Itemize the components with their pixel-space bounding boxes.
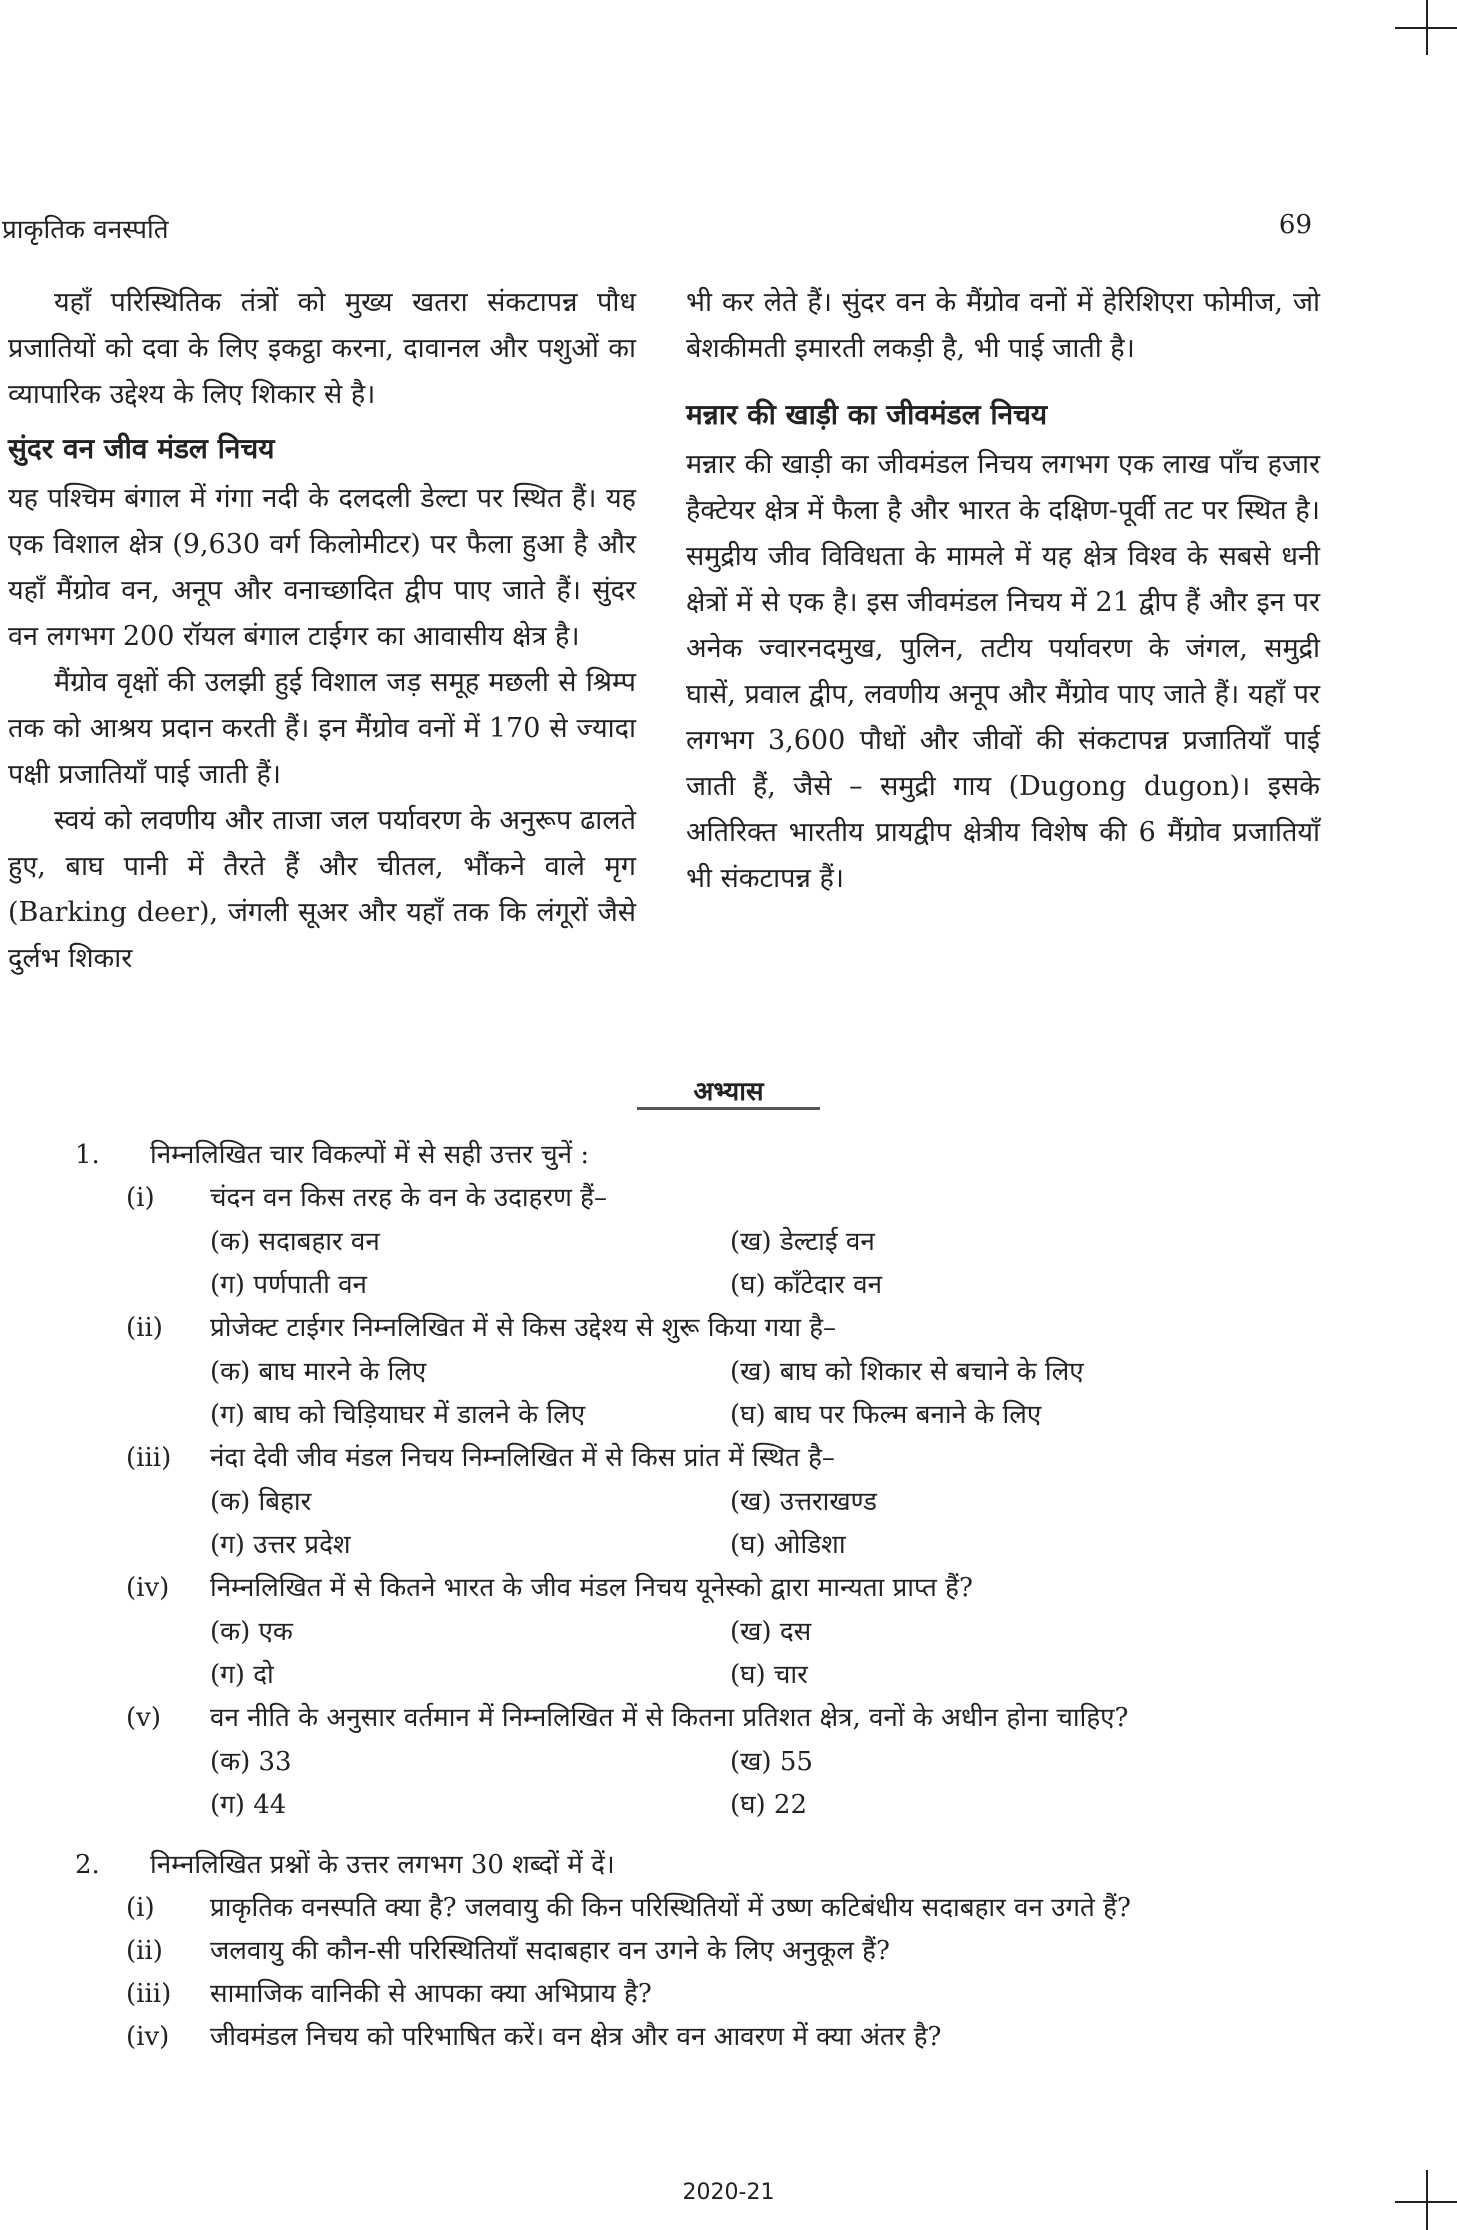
q2-sub-ii-number: (ii) (126, 1936, 163, 1966)
q2-sub-iii-text: सामाजिक वानिकी से आपका क्या अभिप्राय है? (210, 1979, 652, 2009)
question-2-text: निम्नलिखित प्रश्नों के उत्तर लगभग 30 शब्दों में दें। (150, 1850, 615, 1880)
option: (ग) 44 (210, 1790, 287, 1820)
q2-sub-iv-text: जीवमंडल निचय को परिभाषित करें। वन क्षेत्र और वन आवरण में क्या अंतर है? (210, 2022, 942, 2052)
q1-sub-i-text: चंदन वन किस तरह के वन के उदाहरण हैं– (210, 1183, 607, 1213)
exercise-title: अभ्यास (0, 1072, 1457, 1108)
left-paragraph-1: यहाँ परिस्थितिक तंत्रों को मुख्य खतरा संकटापन्न पौध प्रजातियों को दवा के लिए इकट्ठा करना, दावानल और पशुओं का व्यापारिक उद्देश्य के लिए शिकार से है। (8, 287, 636, 410)
sundarban-heading: सुंदर वन जीव मंडल निचय (8, 432, 275, 465)
q2-sub-iii-number: (iii) (126, 1979, 172, 2009)
q1-sub-v-number: (v) (126, 1703, 161, 1733)
q2-sub-i-number: (i) (126, 1893, 155, 1923)
option: (ख) डेल्टाई वन (730, 1227, 875, 1257)
page-number: 69 (1278, 210, 1312, 240)
mannar-heading: मन्नार की खाड़ी का जीवमंडल निचय (686, 398, 1048, 431)
q1-sub-iv-number: (iv) (126, 1573, 170, 1603)
option: (ख) दस (730, 1617, 812, 1647)
left-paragraph-3: मैंग्रोव वृक्षों की उलझी हुई विशाल जड़ समूह मछली से श्रिम्प तक को आश्रय प्रदान करती हैं। इन मैंग्रोव वनों में 170 से ज्यादा पक्षी प्रजातियाँ पाई जाती हैं। (8, 667, 636, 790)
q2-sub-ii-text: जलवायु की कौन-सी परिस्थितियाँ सदाबहार वन उगने के लिए अनुकूल हैं? (210, 1936, 890, 1966)
question-1-text: निम्नलिखित चार विकल्पों में से सही उत्तर चुनें : (150, 1140, 590, 1170)
left-column (8, 280, 636, 982)
option: (क) 33 (210, 1747, 292, 1777)
option: (ग) उत्तर प्रदेश (210, 1530, 351, 1560)
right-column (686, 280, 1320, 902)
chapter-title: प्राकृतिक वनस्पति (2, 215, 169, 245)
left-paragraph-2: यह पश्चिम बंगाल में गंगा नदी के दलदली डेल्टा पर स्थित हैं। यह एक विशाल क्षेत्र (9,630 वर्ग किलोमीटर) पर फैला हुआ है और यहाँ मैंग्रोव वन, अनूप और वनाच्छादित द्वीप पाए जाते हैं। सुंदर वन लगभग 200 रॉयल बंगाल टाईगर का आवासीय क्षेत्र है। (8, 483, 636, 652)
question-1-number: 1. (75, 1140, 100, 1170)
option: (क) बाघ मारने के लिए (210, 1357, 427, 1387)
q1-sub-v-text: वन नीति के अनुसार वर्तमान में निम्नलिखित में से कितना प्रतिशत क्षेत्र, वनों के अधीन होना चाहिए? (210, 1703, 1129, 1733)
option: (घ) 22 (730, 1790, 808, 1820)
q1-sub-iii-text: नंदा देवी जीव मंडल निचय निम्नलिखित में से किस प्रांत में स्थित है– (210, 1443, 835, 1473)
right-paragraph-2: मन्नार की खाड़ी का जीवमंडल निचय लगभग एक लाख पाँच हजार हैक्टेयर क्षेत्र में फैला है और भारत के दक्षिण-पूर्वी तट पर स्थित है। समुद्रीय जीव विविधता के मामले में यह क्षेत्र विश्व के सबसे धनी क्षेत्रों में से एक है। इस जीवमंडल निचय में 21 द्वीप हैं और इन पर अनेक ज्वारनदमुख, पुलिन, तटीय पर्यावरण के जंगल, समुद्री घासें, प्रवाल द्वीप, लवणीय अनूप और मैंग्रोव पाए जाते हैं। यहाँ पर लगभग 3,600 पौधों और जीवों की संकटापन्न प्रजातियाँ पाई जाती हैं, जैसे – समुद्री गाय (Dugong dugon)। इसके अतिरिक्त भारतीय प्रायद्वीप क्षेत्रीय विशेष की 6 मैंग्रोव प्रजातियाँ भी संकटापन्न हैं। (686, 449, 1320, 894)
option: (क) सदाबहार वन (210, 1227, 380, 1257)
q2-sub-iv-number: (iv) (126, 2022, 170, 2052)
right-paragraph-1: भी कर लेते हैं। सुंदर वन के मैंग्रोव वनों में हेरिशिएरा फोमीज, जो बेशकीमती इमारती लकड़ी है, भी पाई जाती है। (686, 287, 1320, 364)
q1-sub-i-number: (i) (126, 1183, 155, 1213)
option: (घ) बाघ पर फिल्म बनाने के लिए (730, 1400, 1042, 1430)
option: (क) बिहार (210, 1487, 312, 1517)
q1-sub-ii-number: (ii) (126, 1313, 163, 1343)
option: (घ) ओडिशा (730, 1530, 846, 1560)
crop-mark-top-v (1426, 0, 1428, 55)
footer-year: 2020-21 (682, 2180, 775, 2205)
q1-sub-iii-number: (iii) (126, 1443, 172, 1473)
question-2-number: 2. (75, 1850, 100, 1880)
option: (क) एक (210, 1617, 293, 1647)
q2-sub-i-text: प्राकृतिक वनस्पति क्या है? जलवायु की किन परिस्थितियों में उष्ण कटिबंधीय सदाबहार वन उगते हैं? (210, 1893, 1131, 1923)
option: (ग) दो (210, 1660, 274, 1690)
option: (ख) 55 (730, 1747, 813, 1777)
option: (घ) चार (730, 1660, 808, 1690)
option: (घ) काँटेदार वन (730, 1270, 883, 1300)
option: (ख) बाघ को शिकार से बचाने के लिए (730, 1357, 1084, 1387)
option: (ग) बाघ को चिड़ियाघर में डालने के लिए (210, 1400, 586, 1430)
option: (ग) पर्णपाती वन (210, 1270, 367, 1300)
option: (ख) उत्तराखण्ड (730, 1487, 877, 1517)
q1-sub-iv-text: निम्नलिखित में से कितने भारत के जीव मंडल निचय यूनेस्को द्वारा मान्यता प्राप्त हैं? (210, 1573, 973, 1603)
q1-sub-ii-text: प्रोजेक्ट टाईगर निम्नलिखित में से किस उद्देश्य से शुरू किया गया है– (210, 1313, 837, 1343)
left-paragraph-4: स्वयं को लवणीय और ताजा जल पर्यावरण के अनुरूप ढालते हुए, बाघ पानी में तैरते हैं और चीतल, भौंकने वाले मृग (Barking deer), जंगली सूअर और यहाँ तक कि लंगूरों जैसे दुर्लभ शिकार (8, 805, 636, 974)
